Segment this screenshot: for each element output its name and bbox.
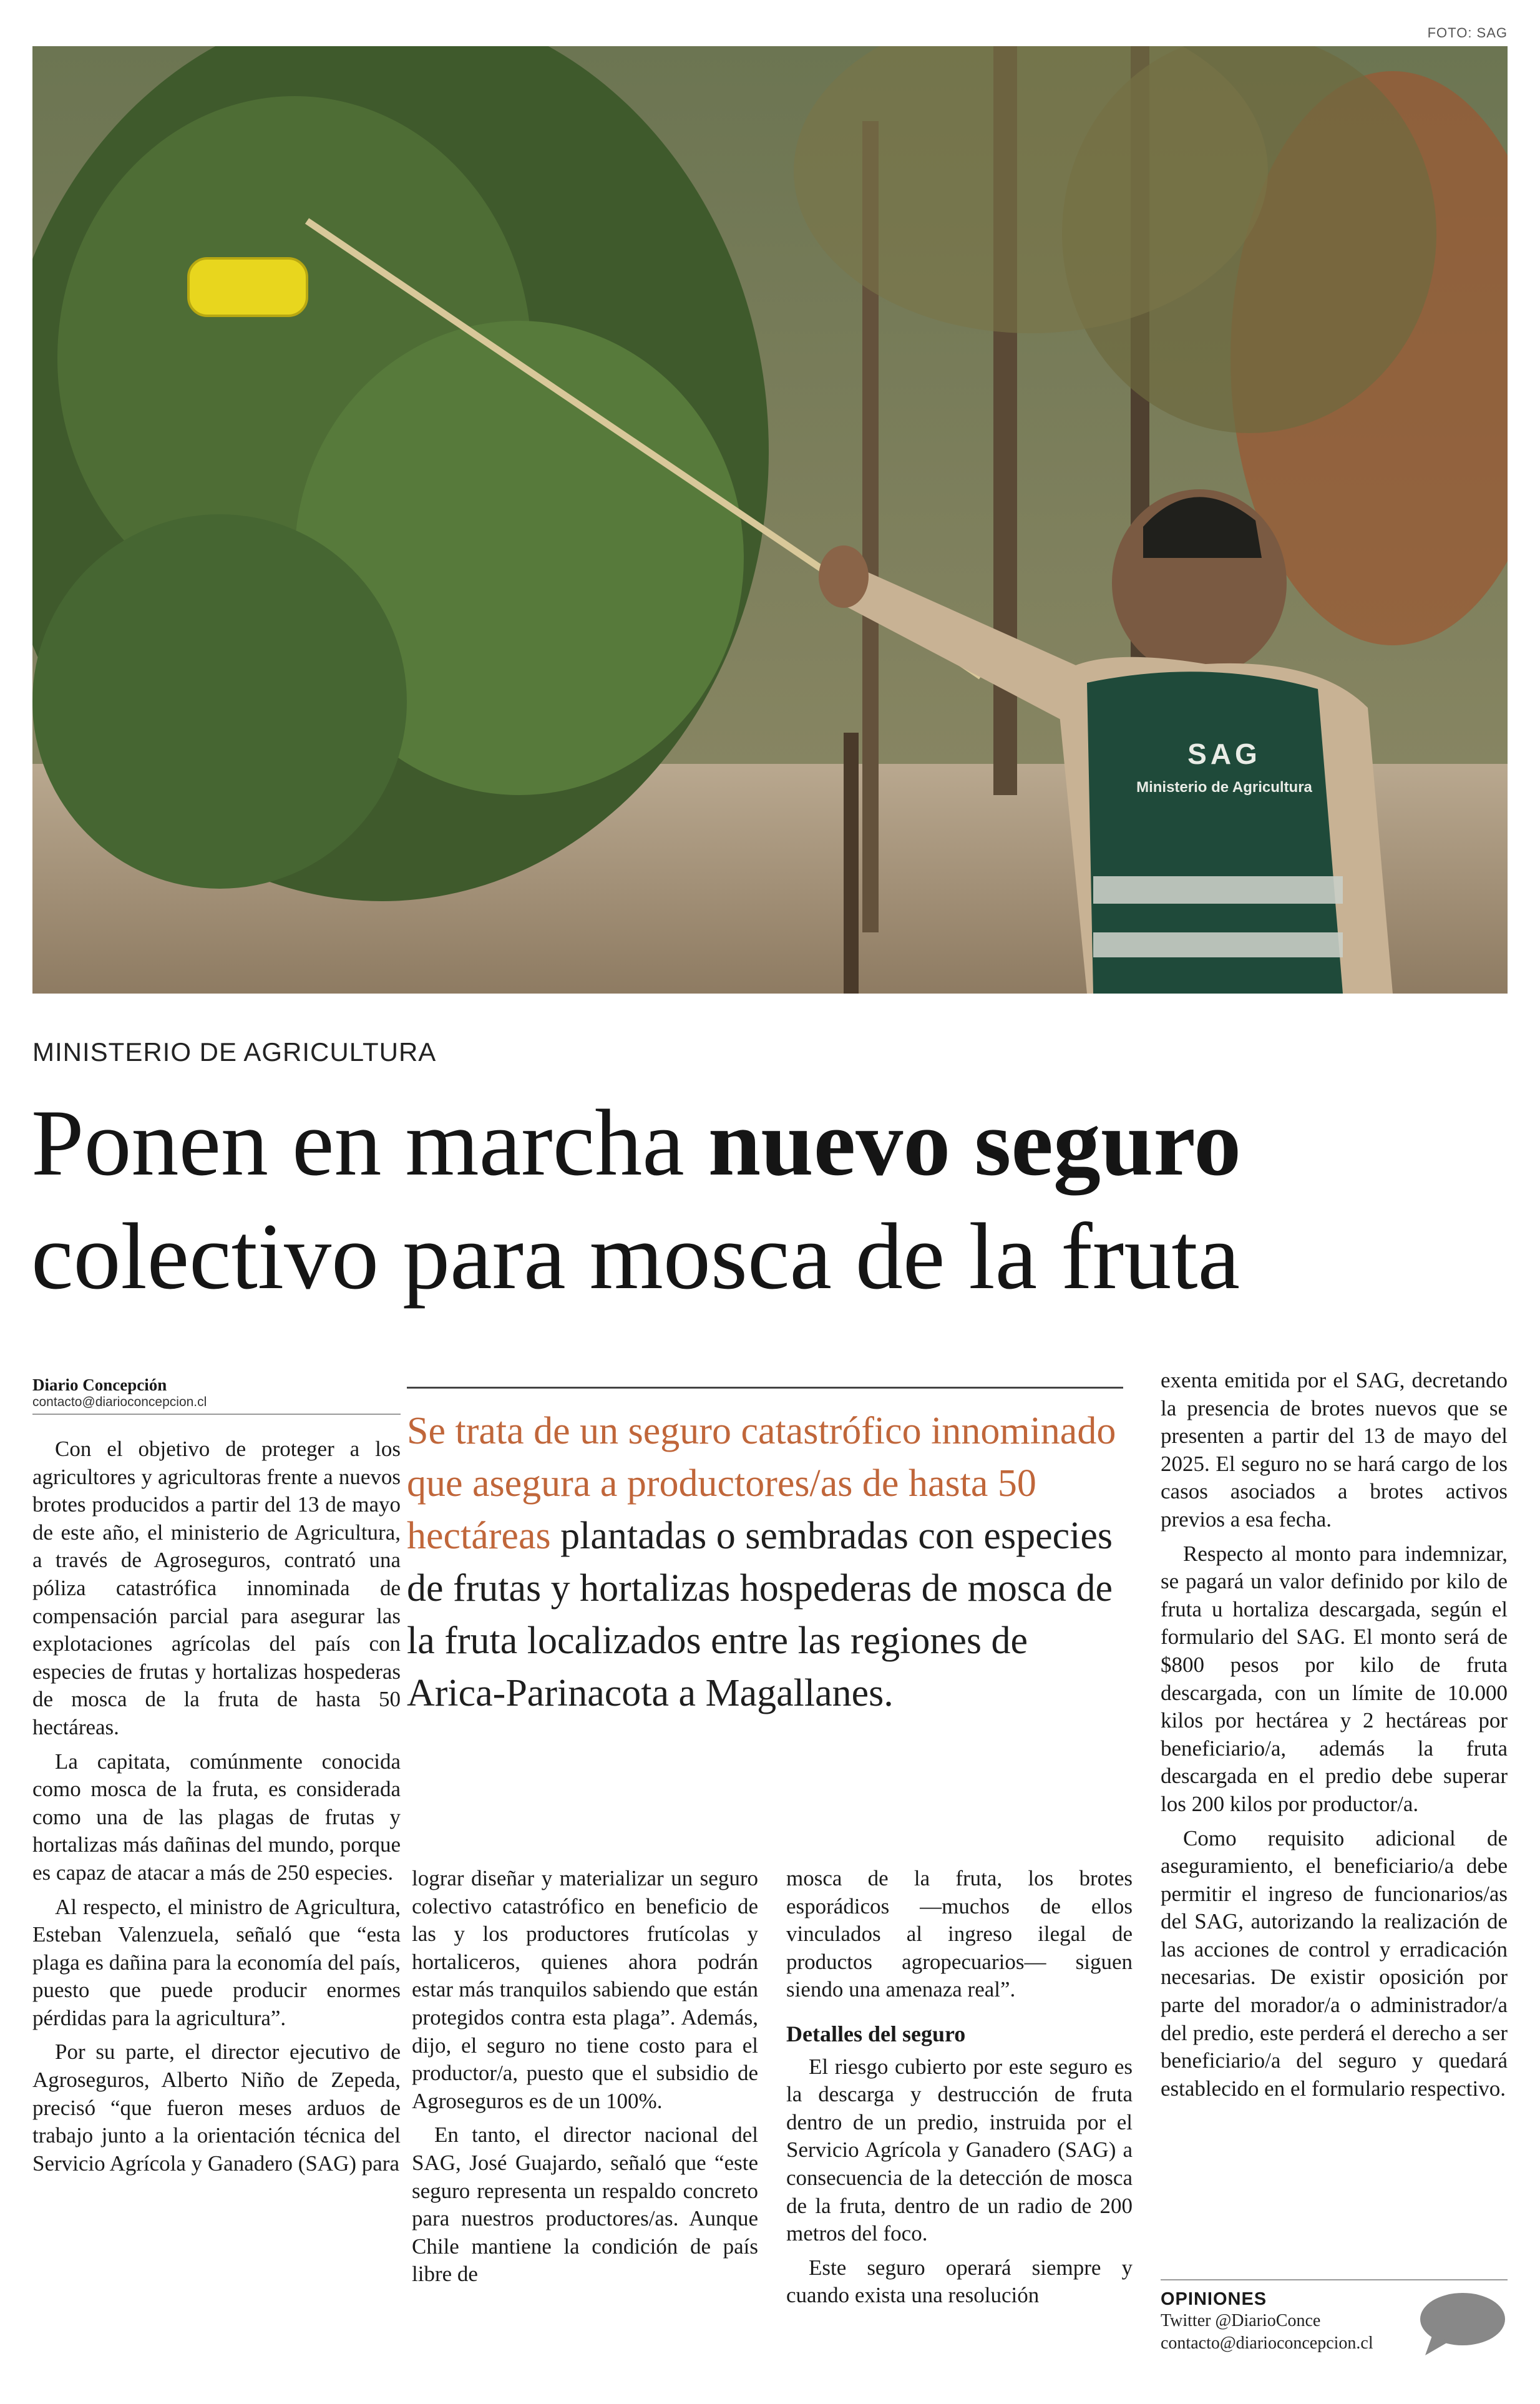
- headline: [31, 1086, 1516, 1313]
- paragraph: lograr diseñar y materializar un seguro colectivo catastrófico en beneficio de las y los productores frutícolas y hortaliceros, quienes ahora podrán estar más tranquilos sabiendo que están protegidos contra esta plaga”. Además, dijo, el seguro no tiene costo para el productor/a, puesto que el subsidio de Agroseguros es de un 100%.: [412, 1866, 758, 2113]
- byline: [32, 1375, 401, 1415]
- paragraph: Al respecto, el ministro de Agricultura, Esteban Valenzuela, señaló que “esta plaga es dañina para la economía del país, puesto que puede producir enormes pérdidas para la agricultura”.: [32, 1894, 401, 2030]
- opinions-title: OPINIONES: [1161, 2289, 1267, 2309]
- opinions-twitter[interactable]: Twitter @DiarioConce: [1161, 2311, 1321, 2330]
- headline-part1: Ponen en marcha: [31, 1090, 708, 1195]
- paragraph: Como requisito adicional de aseguramiento, el beneficiario/a debe permitir el ingreso de funcionarios/as del SAG, autorizando la realización de las acciones de control y erradicación necesarias. De existir oposición por parte del morador/a o administrador/a del predio, este perderá el derecho a ser beneficiario/a del seguro y quedará establecido en el formulario respectivo.: [1161, 1825, 1508, 2101]
- paragraph: El riesgo cubierto por este seguro es la descarga y destrucción de fruta dentro de un predio, instruida por el Servicio Agrícola y Ganadero (SAG) a consecuencia de la detección de mosca de la fruta, dentro de un radio de 200 metros del foco.: [786, 2054, 1133, 2246]
- pull-quote: [407, 1387, 1123, 1719]
- body-column-1: [32, 1435, 401, 2184]
- paragraph: Respecto al monto para indemnizar, se pagará un valor definido por kilo de fruta u hortaliza descargada, según el formulario del SAG. El monto será de $800 pesos por kilo de fruta descargada, con un límite de 10.000 kilos por hectárea y 2 hectáreas por beneficiario/a, además la fruta descargada en el predio debe superar los 200 kilos por productor/a.: [1161, 1541, 1508, 1816]
- paragraph: exenta emitida por el SAG, decretando la presencia de brotes nuevos que se presenten a partir del 13 de mayo del 2025. El seguro no se hará cargo de los casos asociados a brotes activos previos a esa fecha.: [1161, 1368, 1508, 1532]
- byline-name: Diario Concepción: [32, 1375, 167, 1394]
- headline-part2: colectivo para mosca de la fruta: [31, 1204, 1240, 1309]
- opinions-email[interactable]: contacto@diarioconcepcion.cl: [1161, 2333, 1373, 2353]
- body-column-2: [412, 1865, 758, 2295]
- body-column-3: [786, 1865, 1133, 2316]
- pull-quote-rest: plantadas o sembradas con especies de frutas y hortalizas hospederas de mosca de la fruta localizados entre las regiones de Arica-Parinacota a Magallanes.: [407, 1515, 1113, 1714]
- paragraph: Con el objetivo de proteger a los agricultores y agricultoras frente a nuevos brotes producidos a partir del 13 de mayo de este año, el ministerio de Agricultura, a través de Agroseguros, contrató una póliza catastrófica innominada de compensación parcial para asegurar las explotaciones agrícolas del país con especies de frutas y hortalizas hospederas de mosca de la fruta de hasta 50 hectáreas.: [32, 1437, 401, 1739]
- pull-quote-accent: Se trata de un seguro catastrófico innominado que asegura a productores/as de hasta 50 hectáreas: [407, 1410, 1116, 1557]
- vest-text: Ministerio de Agricultura: [1136, 779, 1312, 796]
- article-photo: [32, 46, 1508, 994]
- paragraph: La capitata, comúnmente conocida como mosca de la fruta, es considerada como una de las plagas de frutas y hortalizas más dañinas del mundo, porque es capaz de atacar a más de 250 especies.: [32, 1749, 401, 1885]
- subhead: Detalles del seguro: [786, 2021, 966, 2046]
- body-column-4: [1161, 1367, 1508, 2109]
- headline-bold: nuevo seguro: [708, 1090, 1242, 1195]
- opinions-box: [1161, 2279, 1508, 2355]
- section-label: MINISTERIO DE AGRICULTURA: [32, 1037, 437, 1067]
- byline-email[interactable]: contacto@diarioconcepcion.cl: [32, 1395, 207, 1409]
- speech-bubble-icon: [1414, 2290, 1508, 2359]
- paragraph: En tanto, el director nacional del SAG, José Guajardo, señaló que “este seguro representa un respaldo concreto para nuestros productores/as. Aunque Chile mantiene la condición de país libre de: [412, 2123, 758, 2287]
- paragraph: Este seguro operará siempre y cuando exista una resolución: [786, 2255, 1133, 2308]
- photo-credit: FOTO: SAG: [1427, 25, 1508, 41]
- paragraph: Por su parte, el director ejecutivo de Agroseguros, Alberto Niño de Zepeda, precisó “que fueron meses arduos de trabajo junto a la orientación técnica del Servicio Agrícola y Ganadero (SAG) para: [32, 2040, 401, 2176]
- vest-logo: SAG: [1187, 738, 1261, 770]
- paragraph: mosca de la fruta, los brotes esporádicos —muchos de ellos vinculados al ingreso ilegal de productos agropecuarios— siguen siendo una amenaza real”.: [786, 1866, 1133, 2002]
